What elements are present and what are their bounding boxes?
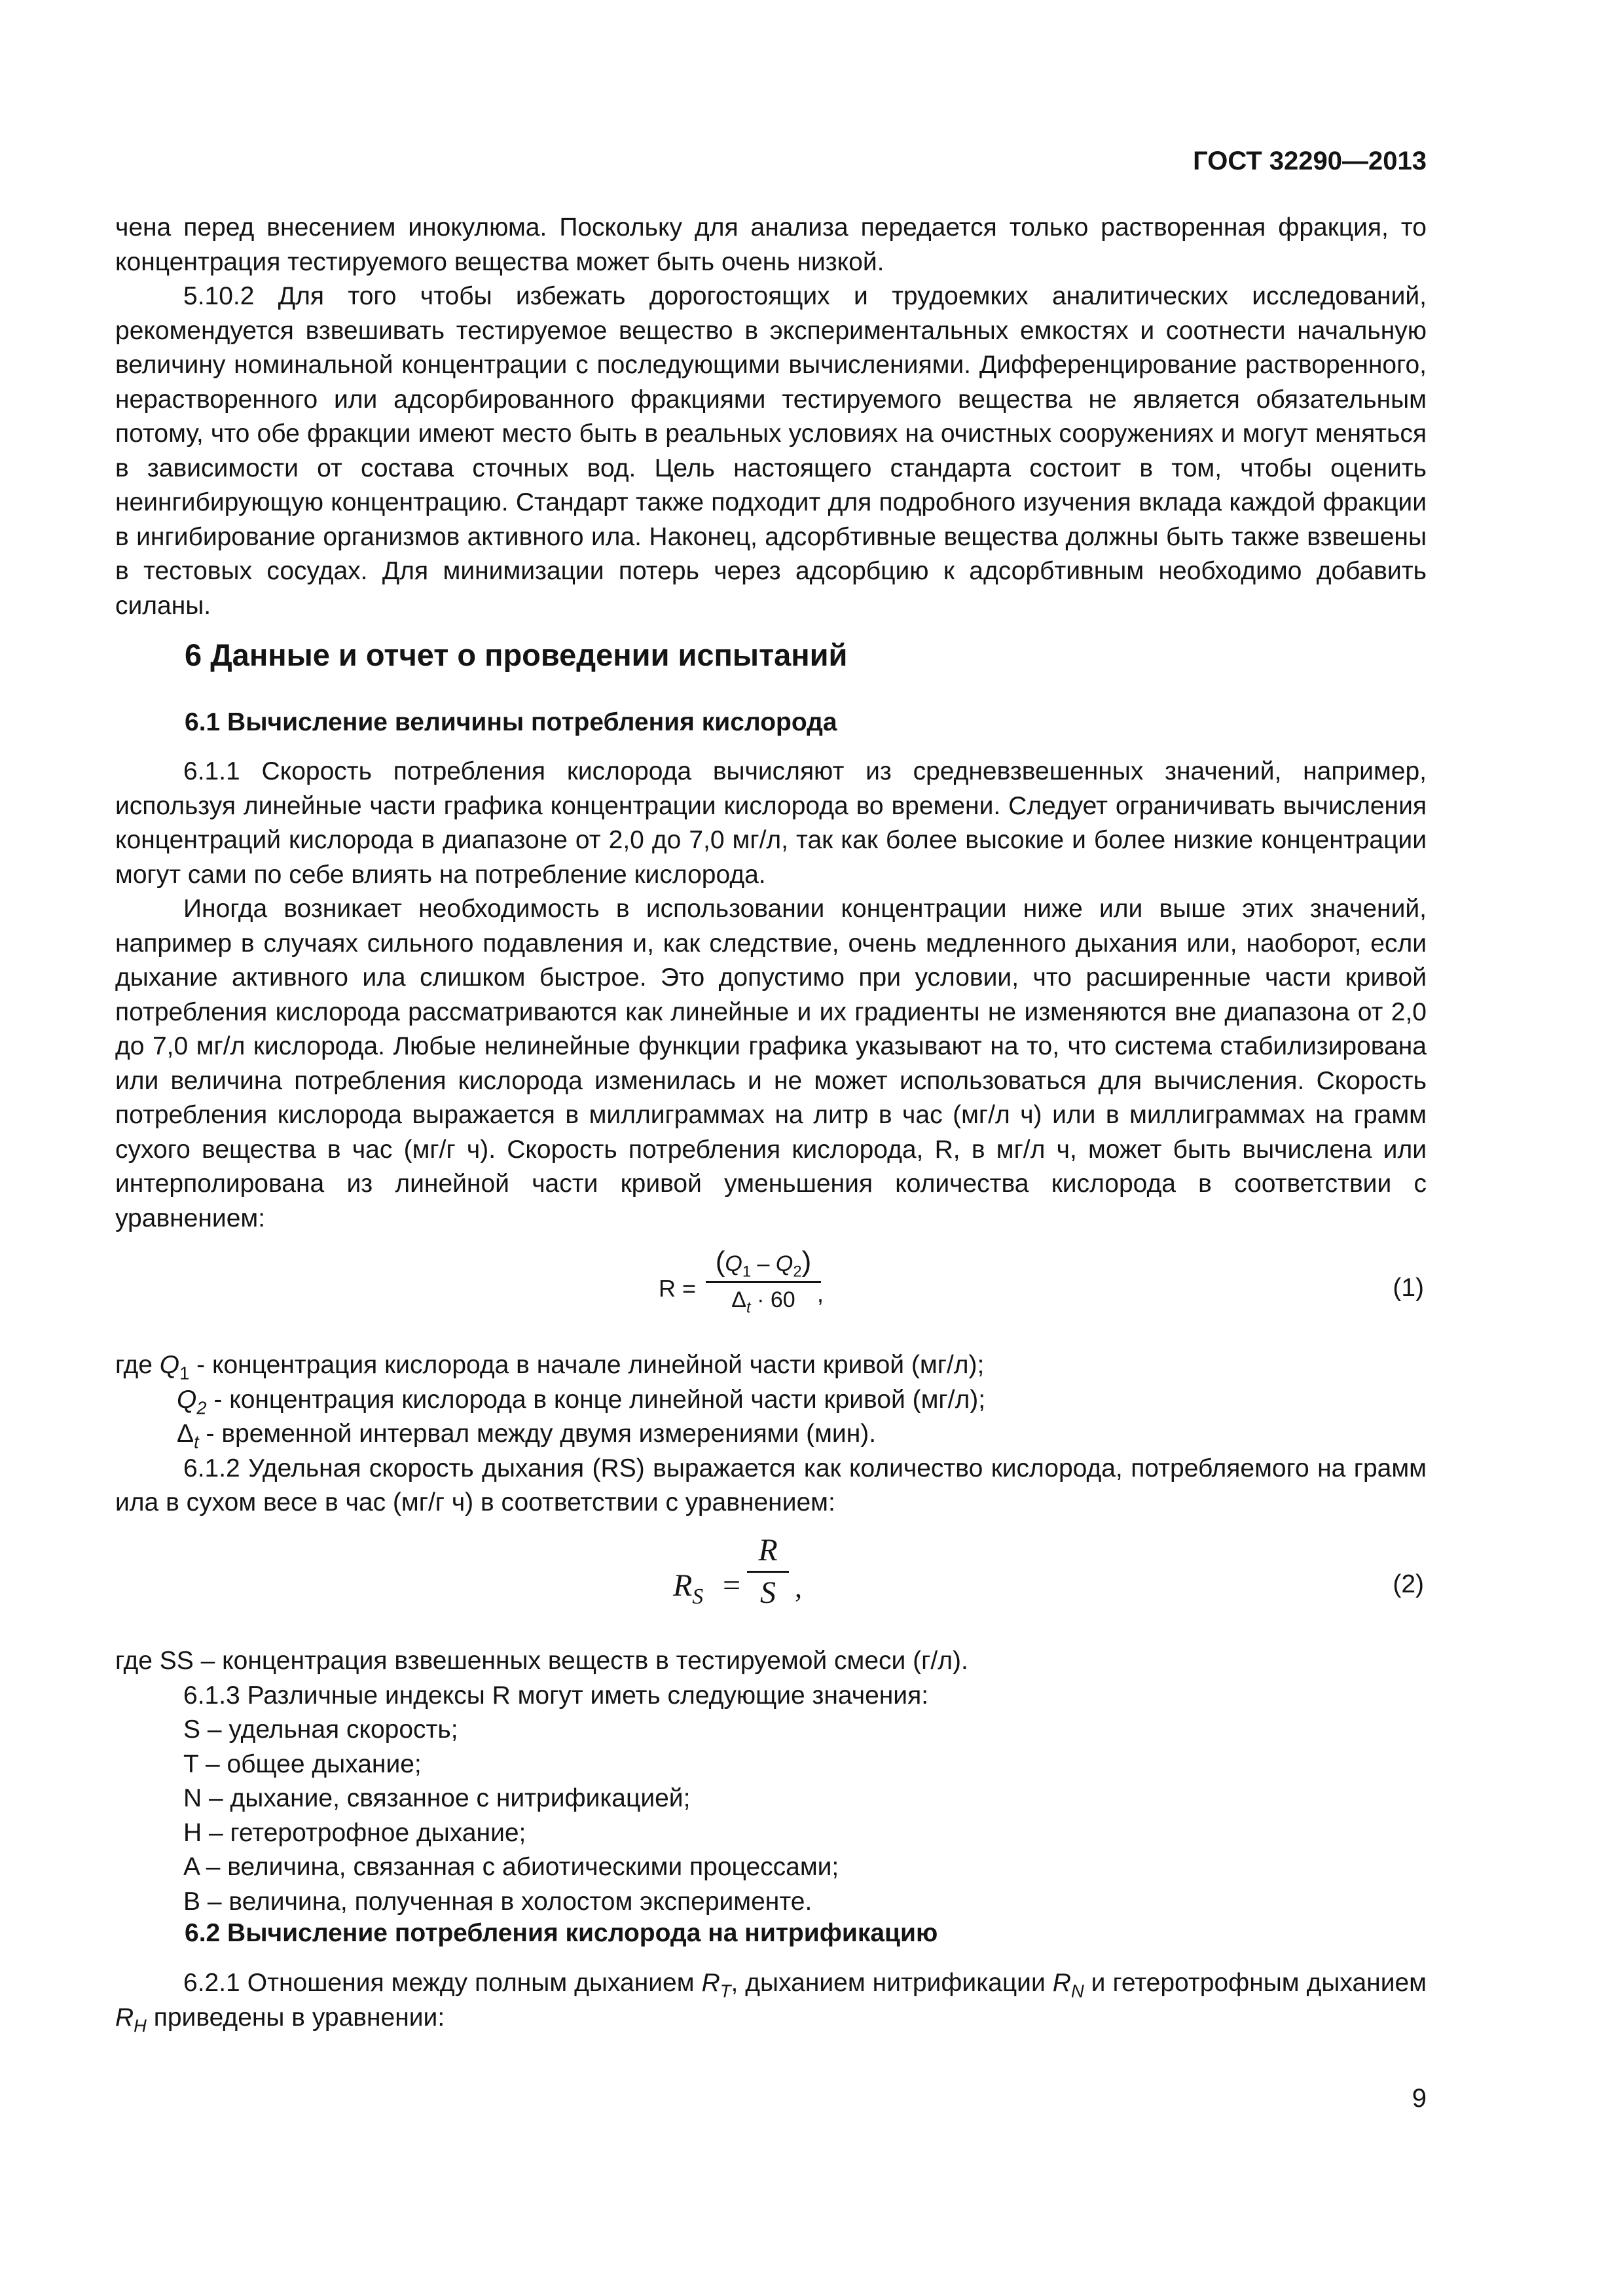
list-item: T – общее дыхание; — [183, 1749, 422, 1778]
legend-q1: где $Q_1$ - концентрация кислорода в начале линейной части кривой (мг/л); — [115, 1351, 985, 1384]
legend-q2: $Q_2$ - концентрация кислорода в конце линейной части кривой (мг/л); — [177, 1385, 986, 1418]
section-6-2-text — [115, 1966, 1427, 2035]
section-6-2-title: 6.2 Вычисление потребления кислорода на нитрификацию — [185, 1919, 938, 1947]
list-item: A – величина, связанная с абиотическими процессами; — [183, 1853, 839, 1881]
equation-2-number: (2) — [1393, 1570, 1424, 1598]
paragraph-6-1-2: 6.1.2 Удельная скорость дыхания (RS) выражается как количество кислорода, потребляемого на грамм ила в сухом весе в час (мг/г ч) в соответствии с уравнением: — [115, 1454, 1427, 1516]
document-id-header: ГОСТ 32290—2013 — [1193, 147, 1427, 175]
list-item: N – дыхание, связанное с нитрификацией; — [183, 1784, 691, 1812]
section-6-1-3-text — [115, 1644, 1427, 1919]
page-number: 9 — [1412, 2084, 1427, 2113]
equation-1-fraction-line — [706, 1281, 821, 1283]
equation-2-numerator: R — [758, 1533, 778, 1568]
paragraph-6-1-3: 6.1.3 Различные индексы R могут иметь следующие значения: — [183, 1681, 929, 1710]
legend-delta-t: $\Delta_t$ - временной интервал между двумя измерениями (мин). — [177, 1420, 877, 1452]
equation-1-comma: , — [817, 1280, 824, 1307]
equation-1-lhs: R = — [659, 1275, 697, 1302]
intro-text — [115, 211, 1427, 623]
list-item: B – величина, полученная в холостом эксперименте. — [183, 1887, 812, 1916]
legend-ss: где SS – концентрация взвешенных веществ в тестируемой смеси (г/л). — [115, 1647, 968, 1675]
paragraph-6-2-1: 6.2.1 Отношения между полным дыханием $R_T$, дыханием нитрификации $R_N$ и гетеротрофным дыханием $R_H$ приведены в уравнении: — [115, 1969, 1427, 2036]
paragraph-6-1-1-continued: Иногда возникает необходимость в использовании концентрации ниже или выше этих значений, например в случаях сильного подавления и, как следствие, очень медленного дыхания или, наоборот, если дыхание активного ила слишком быстрое. Это допустимо при условии, что расширенные части кривой потребления кислорода рассматриваются как линейные и их градиенты не изменяются вне диапазона от 2,0 до 7,0 мг/л кислорода. Любые нелинейные функции графика указывают на то, что система стабилизирована или величина потребления кислорода изменилась и не может использоваться для вычисления. Скорость потребления кислорода выражается в миллиграммах на литр в час (мг/л ч) или в миллиграммах на грамм сухого вещества в час (мг/г ч). Скорость потребления кислорода, R, в мг/л ч, может быть вычислена или интерполирована из линейной части кривой уменьшения количества кислорода в соответствии с уравнением: — [115, 895, 1427, 1232]
equation-1-denominator: $\Delta_t \cdot 60$ — [731, 1287, 795, 1317]
section-6-1-title: 6.1 Вычисление величины потребления кислорода — [185, 708, 837, 736]
intro-paragraph-1: чена перед внесением инокулюма. Поскольку для анализа передается только растворенная фракция, то концентрация тестируемого вещества может быть очень низкой. — [115, 213, 1427, 276]
paragraph-5-10-2: 5.10.2 Для того чтобы избежать дорогостоящих и трудоемких аналитических исследований, рекомендуется взвешивать тестируемое вещество в экспериментальных емкостях и соотнести начальную величину номинальной концентрации с последующими вычислениями. Дифференцирование растворенного, нерастворенного или адсорбированного фракциями тестируемого вещества не является обязательным потому, что обе фракции имеют место быть в реальных условиях на очистных сооружениях и могут меняться в зависимости от состава сточных вод. Цель настоящего стандарта состоит в том, чтобы оценить неингибирующую концентрацию. Стандарт также подходит для подробного изучения вклада каждой фракции в ингибирование организмов активного ила. Наконец, адсорбтивные вещества должны быть также взвешены в тестовых сосудах. Для минимизации потерь через адсорбцию к адсорбтивным необходимо добавить силаны. — [115, 282, 1427, 620]
section-6-title: 6 Данные и отчет о проведении испытаний — [185, 637, 848, 672]
equation-2-fraction — [745, 1533, 791, 1611]
section-6-1-text — [115, 755, 1427, 1236]
list-item: H – гетеротрофное дыхание; — [183, 1818, 526, 1847]
equation-1-fraction — [704, 1246, 822, 1317]
equation-2-denominator: S — [760, 1575, 776, 1610]
equation-1-number: (1) — [1393, 1274, 1424, 1302]
equation-1-legend — [115, 1348, 1427, 1520]
equation-2-fraction-line — [747, 1571, 789, 1573]
paragraph-6-1-1: 6.1.1 Скорость потребления кислорода вычисляют из средневзвешенных значений, например, используя линейные части графика концентрации кислорода во времени. Следует ограничивать вычисления концентраций кислорода в диапазоне от 2,0 до 7,0 мг/л, так как более высокие и более низкие концентрации могут сами по себе влиять на потребление кислорода. — [115, 757, 1427, 889]
equation-2-lhs: $R_S$ — [673, 1568, 704, 1609]
equation-1-numerator: $(Q_1 - Q_2)$ — [715, 1246, 812, 1281]
equation-2-equals: = — [723, 1568, 741, 1603]
equation-2-comma: , — [795, 1571, 802, 1604]
list-item: S – удельная скорость; — [183, 1715, 458, 1744]
